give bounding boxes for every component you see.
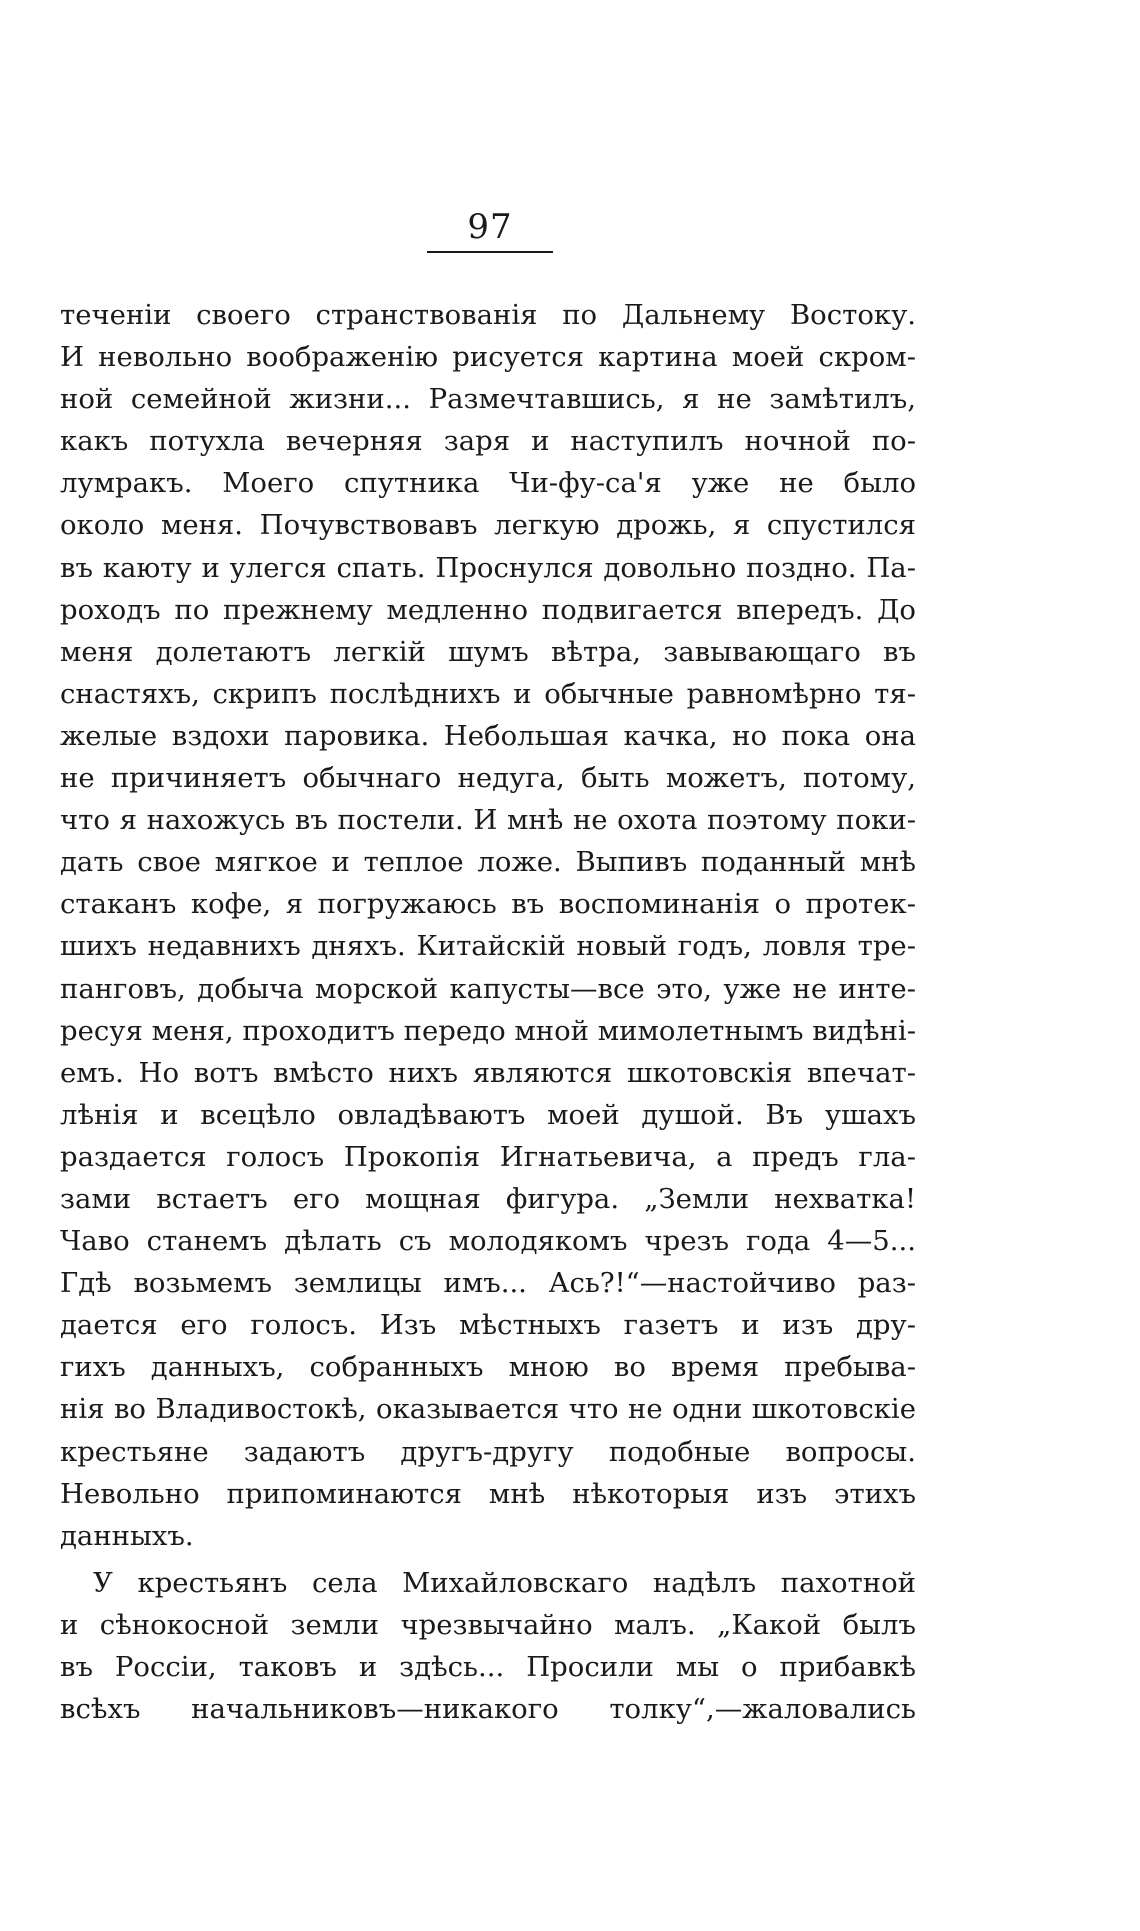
- text-line: снастяхъ, скрипъ послѣднихъ и обычные равномѣрно тя-: [60, 677, 916, 710]
- text-line: зами встаетъ его мощная фигура. „Земли нехватка!: [60, 1182, 916, 1215]
- body-text: [60, 294, 916, 1730]
- text-line: Гдѣ возьмемъ землицы имъ... Ась?!“—настойчиво раз-: [60, 1267, 916, 1300]
- text-line: И невольно воображенію рисуется картина моей скром-: [60, 341, 916, 374]
- text-line: что я нахожусь въ постели. И мнѣ не охота поэтому поки-: [60, 804, 916, 837]
- text-line: въ Россіи, таковъ и здѣсь... Просили мы о прибавкѣ: [60, 1651, 916, 1683]
- text-line: Невольно припоминаются мнѣ нѣкоторыя изъ этихъ: [60, 1477, 916, 1510]
- text-line: нія во Владивостокѣ, оказывается что не одни шкотовскіе: [60, 1393, 916, 1426]
- page-number: 97: [467, 207, 513, 247]
- text-line: лумракъ. Моего спутника Чи-фу-са'я уже не было: [60, 467, 916, 500]
- text-line: и сѣнокосной земли чрезвычайно малъ. „Какой былъ: [60, 1608, 916, 1641]
- text-line: не причиняетъ обычнаго недуга, быть можетъ, потому,: [60, 762, 916, 795]
- text-line: ресуя меня, проходитъ передо мной мимолетнымъ видѣні-: [60, 1014, 916, 1047]
- text-line: У крестьянъ села Михайловскаго надѣлъ пахотной: [93, 1566, 916, 1599]
- text-line: лѣнія и всецѣло овладѣваютъ моей душой. Въ ушахъ: [60, 1098, 916, 1131]
- paragraph-1: [60, 294, 916, 1557]
- page-number-rule: [427, 251, 553, 253]
- text-line: ной семейной жизни... Размечтавшись, я не замѣтилъ,: [60, 383, 916, 416]
- text-line: стаканъ кофе, я погружаюсь въ воспоминанія о протек-: [60, 888, 916, 921]
- text-line: раздается голосъ Прокопія Игнатьевича, а предъ гла-: [60, 1140, 916, 1173]
- text-line: какъ потухла вечерняя заря и наступилъ ночной по-: [60, 425, 916, 458]
- text-line: крестьяне задаютъ другъ-другу подобные вопросы.: [60, 1435, 916, 1468]
- text-line: шихъ недавнихъ дняхъ. Китайскій новый годъ, ловля тре-: [60, 930, 916, 963]
- text-line: всѣхъ начальниковъ—никакого толку“,—жаловались: [60, 1693, 916, 1726]
- text-line: около меня. Почувствовавъ легкую дрожь, я спустился: [60, 509, 916, 542]
- text-line: роходъ по прежнему медленно подвигается впередъ. До: [60, 593, 916, 626]
- text-line: гихъ данныхъ, собранныхъ мною во время пребыва-: [60, 1351, 916, 1384]
- text-line: въ каюту и улегся спать. Проснулся довольно поздно. Па-: [60, 551, 916, 584]
- text-line: дается его голосъ. Изъ мѣстныхъ газетъ и изъ дру-: [60, 1309, 916, 1342]
- text-line: меня долетаютъ легкій шумъ вѣтра, завывающаго въ: [60, 635, 916, 668]
- paragraph-2: [60, 1562, 916, 1730]
- text-line: Чаво станемъ дѣлать съ молодякомъ чрезъ года 4—5...: [60, 1225, 916, 1258]
- text-line: дать свое мягкое и теплое ложе. Выпивъ поданный мнѣ: [60, 846, 916, 879]
- text-line: панговъ, добыча морской капусты—все это, уже не инте-: [60, 972, 916, 1005]
- text-line: теченіи своего странствованія по Дальнему Востоку.: [60, 299, 916, 331]
- text-line: данныхъ.: [60, 1519, 194, 1552]
- text-line: емъ. Но вотъ вмѣсто нихъ являются шкотовскія впечат-: [60, 1056, 916, 1089]
- text-line: желые вздохи паровика. Небольшая качка, но пока она: [60, 719, 916, 752]
